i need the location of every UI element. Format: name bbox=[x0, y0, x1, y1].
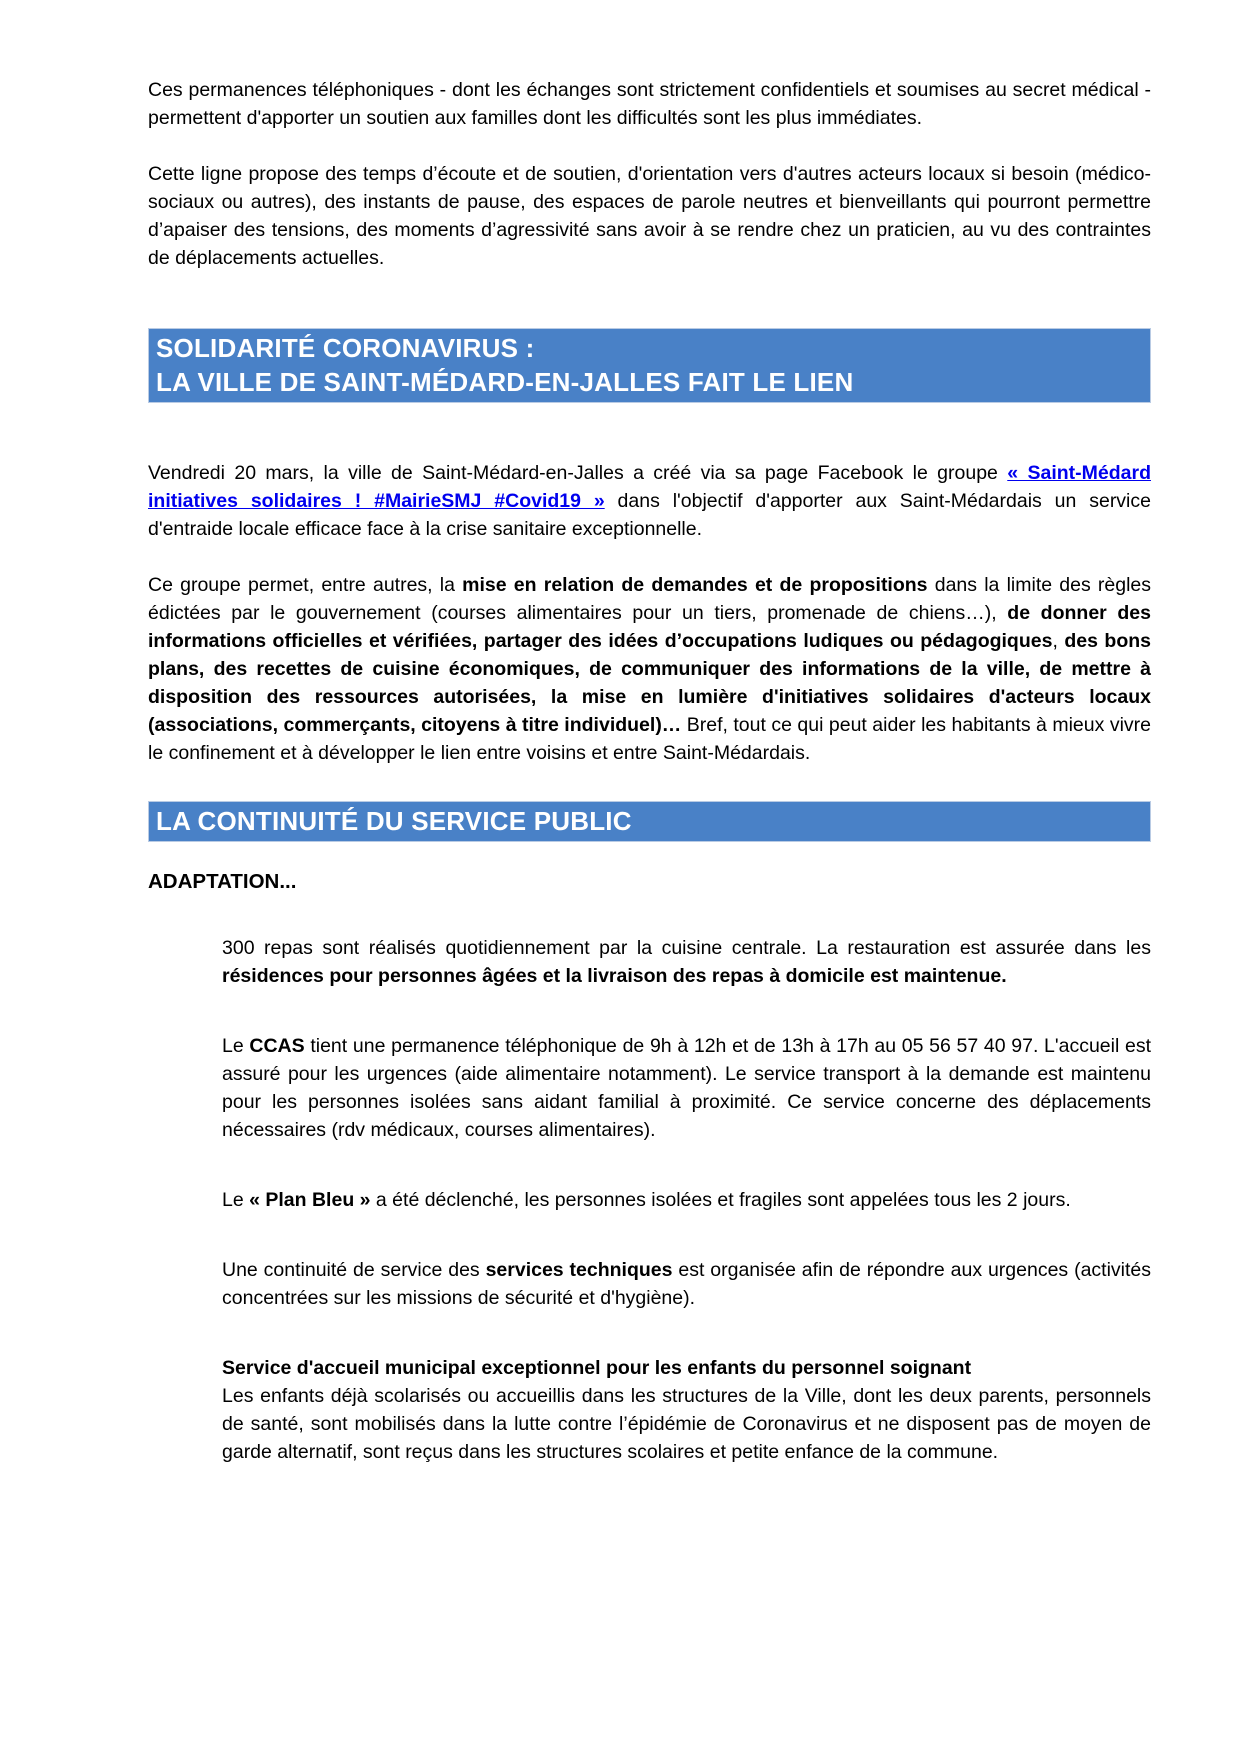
text-run: Le bbox=[222, 1189, 250, 1211]
paragraph-repas-cuisine-centrale bbox=[222, 934, 1151, 990]
bold-text-run: mise en relation de demandes et de propositions bbox=[462, 574, 928, 596]
text-run: tient une permanence téléphonique de 9h à 12h et de 13h à 17h au 05 56 57 40 97. L'accueil est assuré pour les urgences (aide alimentaire notamment). Le service transport à la demande est maintenu pour les personnes isolées sans aidant familial à proximité. Ce service concerne des déplacements nécessaires (rdv médicaux, courses alimentaires). bbox=[222, 1035, 1152, 1141]
text-run: Le bbox=[222, 1035, 250, 1057]
text-run: dans l'objectif d'apporter aux Saint-Médardais un service d'entraide locale efficace face à la crise sanitaire exceptionnelle. bbox=[148, 490, 1151, 540]
bold-text-run: CCAS bbox=[249, 1035, 305, 1057]
facebook-group-link[interactable]: « Saint-Médard initiatives solidaires ! #MairieSMJ #Covid19 » bbox=[148, 462, 1151, 512]
text-run: Bref, tout ce qui peut aider les habitants à mieux vivre le confinement et à développer le lien entre voisins et entre Saint-Médardais. bbox=[148, 714, 1151, 764]
text-run: , bbox=[1052, 630, 1065, 652]
paragraph-cette-ligne: Cette ligne propose des temps d’écoute et de soutien, d'orientation vers d'autres acteurs locaux si besoin (médico-sociaux ou autres), des instants de pause, des espaces de parole neutres et bienveillants qui pourront permettre d’apaiser des tensions, des moments d’agressivité sans avoir à se rendre chez un praticien, au vu des contraintes de déplacements actuelles. bbox=[148, 163, 1151, 269]
bold-text-run: Service d'accueil municipal exceptionnel pour les enfants du personnel soignant bbox=[222, 1357, 972, 1379]
bold-text-run: résidences pour personnes âgées et la livraison des repas à domicile est maintenue. bbox=[222, 965, 1007, 987]
paragraph-service-accueil-enfants bbox=[222, 1354, 1151, 1466]
paragraph-services-techniques bbox=[222, 1256, 1151, 1312]
bold-text-run: de donner des informations officielles et vérifiées, partager des idées d’occupations ludiques ou pédagogiques bbox=[148, 602, 1151, 652]
text-run: Les enfants déjà scolarisés ou accueillis dans les structures de la Ville, dont les deux parents, personnels de santé, sont mobilisés dans la lutte contre l’épidémie de Coronavirus et ne disposent pas de moyen de garde alternatif, sont reçus dans les structures scolaires et petite enfance de la commune. bbox=[222, 1385, 1151, 1463]
banner-line-1: SOLIDARITÉ CORONAVIRUS : bbox=[156, 333, 535, 363]
text-run: 300 repas sont réalisés quotidiennement par la cuisine centrale. La restauration est assurée dans les bbox=[222, 937, 1151, 959]
paragraph-ce-groupe-permet bbox=[148, 571, 1151, 767]
text-run: a été déclenché, les personnes isolées et fragiles sont appelées tous les 2 jours. bbox=[370, 1189, 1071, 1211]
adaptation-body bbox=[222, 934, 1151, 1466]
text-run: dans la limite des règles édictées par le gouvernement (courses alimentaires pour un tiers, promenade de chiens…), bbox=[148, 574, 1152, 624]
section-banner-continuite-service-public bbox=[148, 801, 1151, 842]
bold-text-run: services techniques bbox=[485, 1259, 673, 1281]
paragraph-ccas-permanence bbox=[222, 1032, 1151, 1144]
banner-line-1: LA CONTINUITÉ DU SERVICE PUBLIC bbox=[156, 806, 632, 836]
banner-line-2: LA VILLE DE SAINT-MÉDARD-EN-JALLES FAIT LE LIEN bbox=[156, 367, 854, 397]
bold-text-run: « Plan Bleu » bbox=[249, 1189, 371, 1211]
bold-text-run: des bons plans, des recettes de cuisine économiques, de communiquer des informations de la ville, de mettre à disposition des ressources autorisées, la mise en lumière d'initiatives solidaires d'acteurs locaux (associations, commerçants, citoyens à titre individuel)… bbox=[148, 630, 1151, 736]
text-run: Ce groupe permet, entre autres, la bbox=[148, 574, 463, 596]
section-banner-solidarite-coronavirus bbox=[148, 328, 1151, 403]
text-run: Vendredi 20 mars, la ville de Saint-Médard-en-Jalles a créé via sa page Facebook le groupe bbox=[148, 462, 1008, 484]
paragraph-facebook-groupe bbox=[148, 459, 1151, 543]
text-run: Une continuité de service des bbox=[222, 1259, 486, 1281]
paragraph-permanences-telephoniques: Ces permanences téléphoniques - dont les échanges sont strictement confidentiels et soumises au secret médical - permettent d'apporter un soutien aux familles dont les difficultés sont les plus immédiates. bbox=[148, 79, 1151, 129]
adaptation-heading: ADAPTATION... bbox=[148, 870, 297, 893]
paragraph-plan-bleu bbox=[222, 1186, 1151, 1214]
text-run: est organisée afin de répondre aux urgences (activités concentrées sur les missions de sécurité et d'hygiène). bbox=[222, 1259, 1152, 1309]
